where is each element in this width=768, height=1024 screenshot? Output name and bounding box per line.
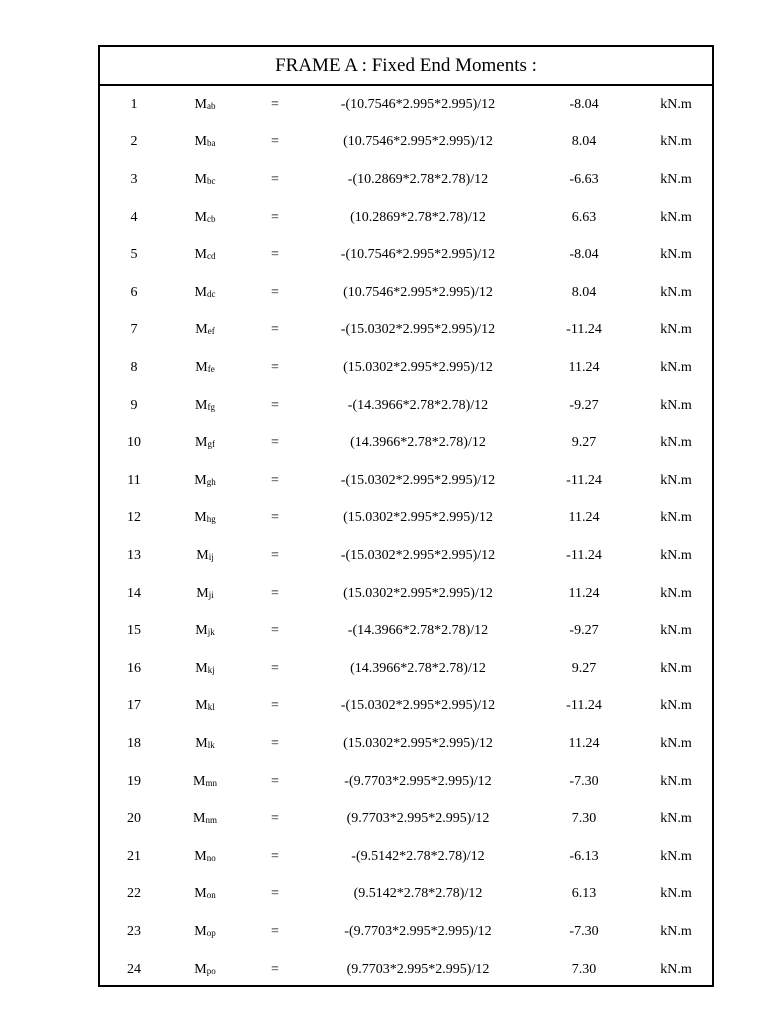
formula-expression: (14.3966*2.78*2.78)/12 <box>350 435 486 451</box>
moment-value: 8.04 <box>571 284 597 300</box>
moment-letter: M <box>194 848 207 864</box>
formula-expression: -(15.0302*2.995*2.995)/12 <box>340 472 496 488</box>
formula-expression: (10.7546*2.995*2.995)/12 <box>343 134 493 150</box>
moment-letter: M <box>196 547 209 563</box>
formula-expression: -(15.0302*2.995*2.995)/12 <box>340 322 496 338</box>
moment-letter: M <box>194 472 207 488</box>
moment-letter: M <box>195 623 208 639</box>
moment-value: 11.24 <box>568 510 600 526</box>
moment-letter: M <box>194 247 207 263</box>
moment-symbol <box>194 962 215 978</box>
moment-subscript: ij <box>208 551 214 562</box>
row-number: 10 <box>127 435 141 451</box>
table-row <box>100 612 712 650</box>
moment-subscript: gf <box>207 439 215 450</box>
formula-expression: (15.0302*2.995*2.995)/12 <box>343 510 493 526</box>
moment-letter: M <box>194 923 207 939</box>
moment-subscript: ef <box>207 326 215 337</box>
moment-value: 11.24 <box>568 359 600 375</box>
moment-symbol <box>195 172 216 188</box>
row-number: 5 <box>130 247 138 263</box>
unit-label: kN.m <box>660 397 692 413</box>
table-row <box>100 688 712 726</box>
unit-label: kN.m <box>660 134 692 150</box>
equals-sign: = <box>271 660 279 676</box>
unit-label: kN.m <box>660 171 692 187</box>
row-number: 11 <box>127 472 141 488</box>
moment-subscript: gh <box>206 476 216 487</box>
equals-sign: = <box>271 134 279 150</box>
table-row <box>100 424 712 462</box>
equals-sign: = <box>271 848 279 864</box>
moment-value: -9.27 <box>569 397 599 413</box>
unit-label: kN.m <box>660 209 692 225</box>
moment-value: 6.13 <box>571 886 597 902</box>
equals-sign: = <box>271 472 279 488</box>
row-number: 23 <box>127 923 141 939</box>
moment-value: 8.04 <box>571 134 597 150</box>
row-number: 18 <box>127 735 141 751</box>
formula-expression: -(15.0302*2.995*2.995)/12 <box>340 698 496 714</box>
moment-subscript: kj <box>207 664 215 675</box>
row-number: 16 <box>127 660 141 676</box>
moment-symbol <box>195 285 216 301</box>
moment-value: 11.24 <box>568 585 600 601</box>
moment-value: -6.13 <box>569 848 599 864</box>
formula-expression: -(15.0302*2.995*2.995)/12 <box>340 547 496 563</box>
unit-label: kN.m <box>660 698 692 714</box>
formula-expression: -(10.7546*2.995*2.995)/12 <box>340 96 496 112</box>
unit-label: kN.m <box>660 472 692 488</box>
moment-value: -9.27 <box>569 623 599 639</box>
equals-sign: = <box>271 961 279 977</box>
moment-letter: M <box>194 209 207 225</box>
moment-value: -7.30 <box>569 773 599 789</box>
moment-subscript: ji <box>208 589 214 600</box>
formula-expression: -(14.3966*2.78*2.78)/12 <box>347 397 489 413</box>
unit-label: kN.m <box>660 247 692 263</box>
formula-expression: -(9.5142*2.78*2.78)/12 <box>351 848 485 864</box>
moment-value: 6.63 <box>571 209 597 225</box>
row-number: 1 <box>130 96 138 112</box>
moment-symbol <box>195 322 214 338</box>
moment-subscript: nm <box>205 815 217 826</box>
moment-symbol <box>196 548 213 564</box>
equals-sign: = <box>271 735 279 751</box>
unit-label: kN.m <box>660 359 692 375</box>
row-number: 12 <box>127 510 141 526</box>
row-number: 9 <box>130 397 138 413</box>
moment-value: -7.30 <box>569 923 599 939</box>
row-number: 8 <box>130 359 138 375</box>
moment-value: -11.24 <box>566 547 602 563</box>
moment-symbol <box>195 398 215 414</box>
table-row <box>100 876 712 914</box>
unit-label: kN.m <box>660 585 692 601</box>
moment-symbol <box>195 97 216 113</box>
formula-expression: (9.5142*2.78*2.78)/12 <box>353 886 483 902</box>
moment-subscript: no <box>206 852 216 863</box>
moment-letter: M <box>195 435 208 451</box>
moment-subscript: fe <box>207 363 215 374</box>
moment-symbol <box>195 623 214 639</box>
moment-letter: M <box>193 773 206 789</box>
moment-letter: M <box>195 698 208 714</box>
moment-letter: M <box>194 284 207 300</box>
equals-sign: = <box>271 284 279 300</box>
row-number: 20 <box>127 811 141 827</box>
equals-sign: = <box>271 923 279 939</box>
moment-subscript: fg <box>207 401 215 412</box>
moment-value: -8.04 <box>569 96 599 112</box>
moment-letter: M <box>195 322 208 338</box>
table-row <box>100 650 712 688</box>
unit-label: kN.m <box>660 961 692 977</box>
equals-sign: = <box>271 435 279 451</box>
formula-expression: (15.0302*2.995*2.995)/12 <box>343 359 493 375</box>
unit-label: kN.m <box>660 660 692 676</box>
unit-label: kN.m <box>660 510 692 526</box>
formula-expression: (9.7703*2.995*2.995)/12 <box>346 811 490 827</box>
moment-letter: M <box>196 585 209 601</box>
unit-label: kN.m <box>660 848 692 864</box>
moment-value: -11.24 <box>566 472 602 488</box>
equals-sign: = <box>271 96 279 112</box>
moment-value: 11.24 <box>568 735 600 751</box>
moment-symbol <box>193 774 217 790</box>
equals-sign: = <box>271 698 279 714</box>
table-row <box>100 500 712 538</box>
table-row <box>100 725 712 763</box>
table-row <box>100 913 712 951</box>
moment-value: -6.63 <box>569 171 599 187</box>
table-row <box>100 951 712 989</box>
moment-value: -11.24 <box>566 322 602 338</box>
moment-subscript: po <box>206 965 216 976</box>
unit-label: kN.m <box>660 886 692 902</box>
row-number: 15 <box>127 623 141 639</box>
moment-symbol <box>194 849 215 865</box>
equals-sign: = <box>271 547 279 563</box>
table-row <box>100 763 712 801</box>
equals-sign: = <box>271 510 279 526</box>
moment-subscript: ba <box>206 138 216 149</box>
moment-subscript: lk <box>207 739 215 750</box>
moment-subscript: ab <box>206 100 216 111</box>
moment-value: 9.27 <box>571 435 597 451</box>
moment-letter: M <box>194 171 207 187</box>
equals-sign: = <box>271 322 279 338</box>
moment-subscript: hg <box>206 514 216 525</box>
unit-label: kN.m <box>660 623 692 639</box>
row-number: 21 <box>127 848 141 864</box>
row-number: 4 <box>130 209 138 225</box>
table-row <box>100 349 712 387</box>
moment-symbol <box>193 811 217 827</box>
unit-label: kN.m <box>660 435 692 451</box>
moment-symbol <box>194 886 215 902</box>
fixed-end-moments-table <box>98 45 714 987</box>
formula-expression: (14.3966*2.78*2.78)/12 <box>350 660 486 676</box>
formula-expression: (10.2869*2.78*2.78)/12 <box>350 209 486 225</box>
moment-letter: M <box>194 961 207 977</box>
table-row <box>100 312 712 350</box>
moment-letter: M <box>195 660 208 676</box>
equals-sign: = <box>271 623 279 639</box>
formula-expression: (15.0302*2.995*2.995)/12 <box>343 735 493 751</box>
moment-value: 7.30 <box>571 811 597 827</box>
moment-symbol <box>195 360 214 376</box>
formula-expression: (9.7703*2.995*2.995)/12 <box>346 961 490 977</box>
moment-symbol <box>195 698 214 714</box>
table-row <box>100 462 712 500</box>
equals-sign: = <box>271 397 279 413</box>
formula-expression: -(10.2869*2.78*2.78)/12 <box>347 171 489 187</box>
moment-symbol <box>196 586 213 602</box>
moment-symbol <box>195 661 214 677</box>
row-number: 6 <box>130 284 138 300</box>
unit-label: kN.m <box>660 96 692 112</box>
table-row <box>100 236 712 274</box>
moment-symbol <box>195 736 214 752</box>
row-number: 13 <box>127 547 141 563</box>
equals-sign: = <box>271 585 279 601</box>
equals-sign: = <box>271 773 279 789</box>
moment-letter: M <box>194 96 207 112</box>
row-number: 7 <box>130 322 138 338</box>
table-row <box>100 274 712 312</box>
moment-subscript: cb <box>206 213 216 224</box>
table-row <box>100 838 712 876</box>
moment-symbol <box>195 247 216 263</box>
row-number: 2 <box>130 134 138 150</box>
equals-sign: = <box>271 247 279 263</box>
table-row <box>100 387 712 425</box>
unit-label: kN.m <box>660 773 692 789</box>
row-number: 24 <box>127 961 141 977</box>
moment-letter: M <box>194 886 207 902</box>
moment-subscript: kl <box>207 702 215 713</box>
moment-letter: M <box>195 397 208 413</box>
moment-value: 7.30 <box>571 961 597 977</box>
formula-expression: -(14.3966*2.78*2.78)/12 <box>347 623 489 639</box>
moment-value: 9.27 <box>571 660 597 676</box>
moment-letter: M <box>195 735 208 751</box>
moment-letter: M <box>193 811 206 827</box>
row-number: 3 <box>130 171 138 187</box>
moment-symbol <box>194 473 215 489</box>
moment-subscript: on <box>206 890 216 901</box>
equals-sign: = <box>271 886 279 902</box>
moment-letter: M <box>194 510 207 526</box>
equals-sign: = <box>271 171 279 187</box>
moment-subscript: bc <box>206 175 216 186</box>
unit-label: kN.m <box>660 547 692 563</box>
moment-subscript: jk <box>207 627 215 638</box>
row-number: 19 <box>127 773 141 789</box>
moment-subscript: cd <box>206 251 216 262</box>
moment-letter: M <box>194 134 207 150</box>
equals-sign: = <box>271 811 279 827</box>
moment-value: -8.04 <box>569 247 599 263</box>
unit-label: kN.m <box>660 284 692 300</box>
moment-symbol <box>195 210 216 226</box>
unit-label: kN.m <box>660 735 692 751</box>
row-number: 14 <box>127 585 141 601</box>
table-row <box>100 537 712 575</box>
table-row <box>100 199 712 237</box>
moment-value: -11.24 <box>566 698 602 714</box>
formula-expression: -(9.7703*2.995*2.995)/12 <box>344 773 492 789</box>
unit-label: kN.m <box>660 923 692 939</box>
equals-sign: = <box>271 209 279 225</box>
moment-symbol <box>195 134 216 150</box>
moment-subscript: dc <box>206 288 216 299</box>
moment-subscript: op <box>206 927 216 938</box>
moment-subscript: mn <box>205 777 217 788</box>
formula-expression: -(9.7703*2.995*2.995)/12 <box>344 923 492 939</box>
table-row <box>100 124 712 162</box>
formula-expression: (15.0302*2.995*2.995)/12 <box>343 585 493 601</box>
moment-symbol <box>194 924 215 940</box>
table-row <box>100 800 712 838</box>
table-title: FRAME A : Fixed End Moments : <box>100 47 712 86</box>
formula-expression: (10.7546*2.995*2.995)/12 <box>343 284 493 300</box>
row-number: 17 <box>127 698 141 714</box>
table-row <box>100 575 712 613</box>
equals-sign: = <box>271 359 279 375</box>
row-number: 22 <box>127 886 141 902</box>
moment-letter: M <box>195 359 208 375</box>
moment-symbol <box>195 435 215 451</box>
formula-expression: -(10.7546*2.995*2.995)/12 <box>340 247 496 263</box>
table-row <box>100 86 712 124</box>
table-row <box>100 161 712 199</box>
unit-label: kN.m <box>660 811 692 827</box>
unit-label: kN.m <box>660 322 692 338</box>
moment-symbol <box>194 510 215 526</box>
